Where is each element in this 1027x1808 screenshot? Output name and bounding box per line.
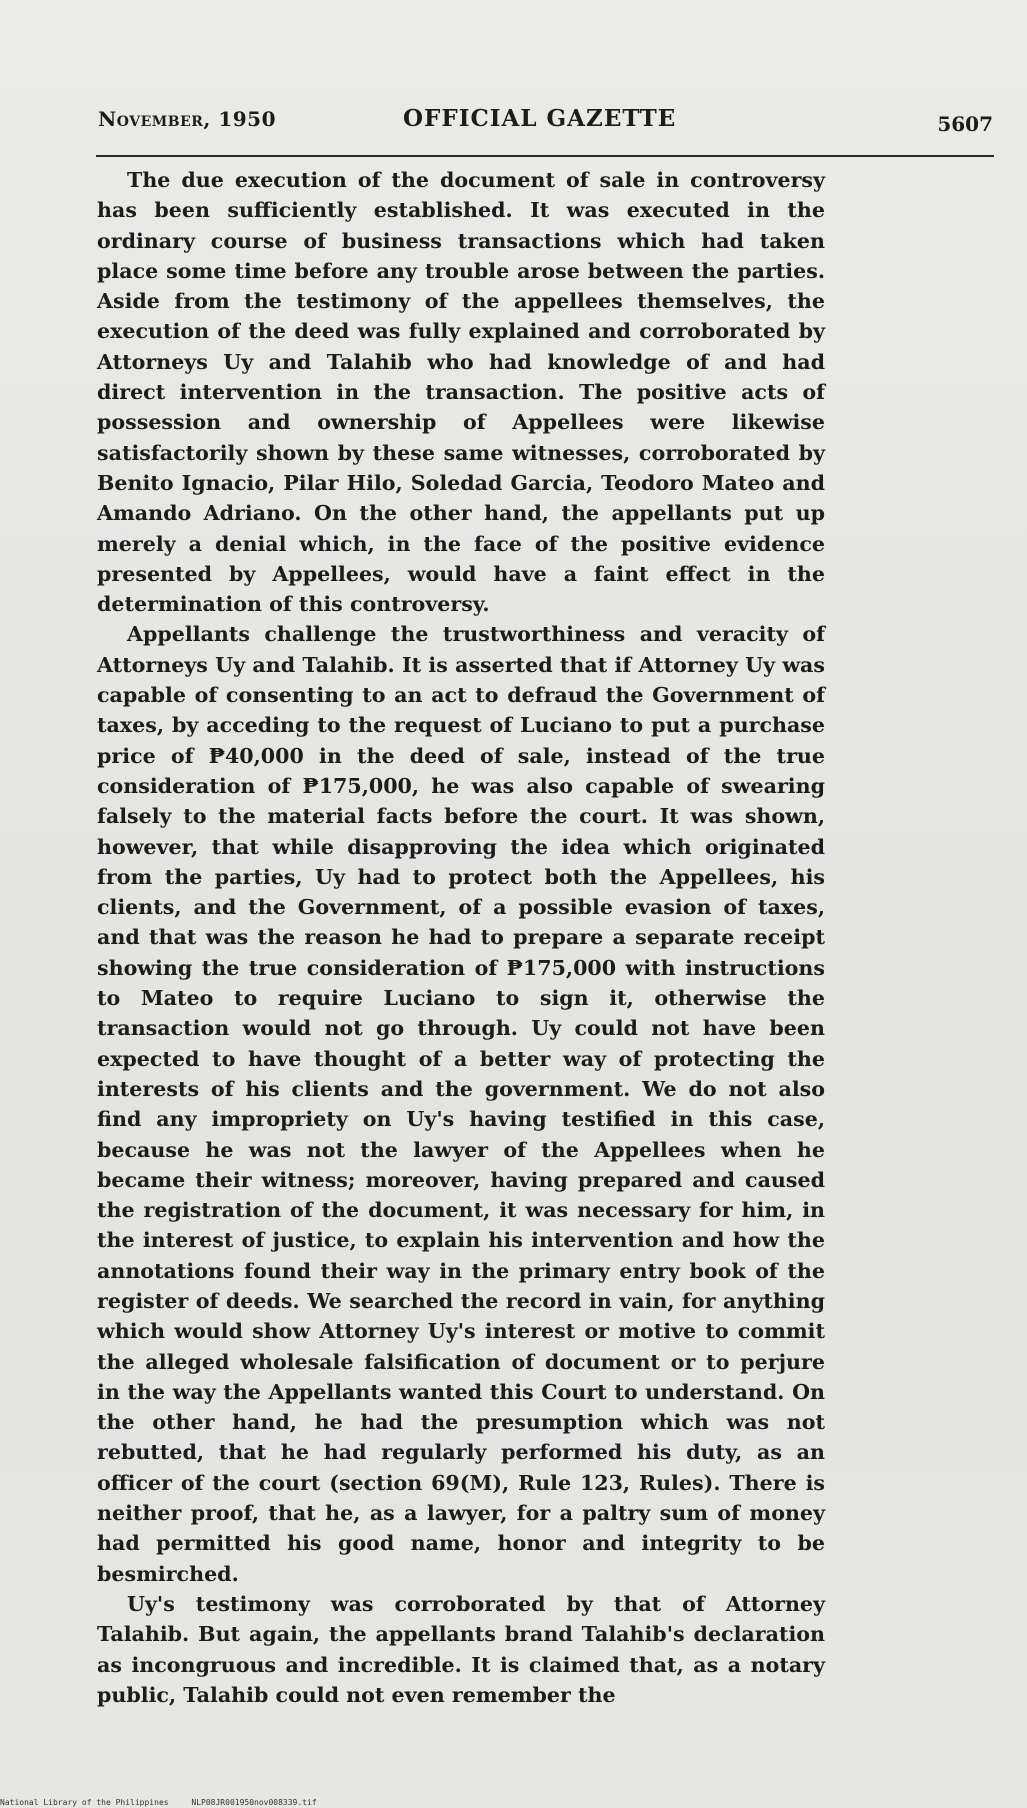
publication-title: OFFICIAL GAZETTE [403,105,677,132]
paragraph-corroboration: Uy's testimony was corroborated by that of Attorney Talahib. But again, the appellants brand Talahib's declaration as incongruous and incredible. It is claimed that, as a notary public, Talahib could not even remember the [97,1591,825,1707]
paragraph-trustworthiness: Appellants challenge the trustworthiness and veracity of Attorneys Uy and Talahib. It is asserted that if Attorney Uy was capable of consenting to an act to defraud the Government of taxes, by acceding to the request of Luciano to put a purchase price of ₱40,000 in the deed of sale, instead of the true consideration of ₱175,000, he was also capable of swearing falsely to the material facts before the court. It was shown, however, that while disapproving the idea which originated from the parties, Uy had to protect both the Appellees, his clients, and the Government, of a possible evasion of taxes, and that was the reason he had to prepare a separate receipt showing the true consideration of ₱175,000 with instructions to Mateo to require Luciano to sign it, otherwise the transaction would not go through. Uy could not have been expected to have thought of a better way of protecting the interests of his clients and the government. We do not also find any impropriety on Uy's having testified in this case, because he was not the lawyer of the Appellees when he became their witness; moreover, having prepared and caused the registration of the document, it was necessary for him, in the interest of justice, to explain his intervention and how the annotations found their way in the primary entry book of the register of deeds. We searched the record in vain, for anything which would show Attorney Uy's interest or motive to commit the alleged wholesale falsification of document or to perjure in the way the Appellants wanted this Court to understand. On the other hand, he had the presumption which was not rebutted, that he had regularly performed his duty, as an officer of the court (section 69(M), Rule 123, Rules). There is neither proof, that he, as a lawyer, for a paltry sum of money had permitted his good name, honor and integrity to be besmirched. [97,622,825,1586]
page-number: 5607 [937,112,993,136]
paragraph-due-execution: The due execution of the document of sale in controversy has been sufficiently established. It was executed in the ordinary course of business transactions which had taken place some time before any trouble arose between the parties. Aside from the testimony of the appellees themselves, the execution of the deed was fully explained and corroborated by Attorneys Uy and Talahib who had knowledge of and had direct intervention in the transaction. The positive acts of possession and ownership of Appellees were likewise satisfactorily shown by these same witnesses, corroborated by Benito Ignacio, Pilar Hilo, Soledad Garcia, Teodoro Mateo and Amando Adriano. On the other hand, the appellants put up merely a denial which, in the face of the positive evidence presented by Appellees, would have a faint effect in the determination of this controversy. [97,168,825,617]
footer-library: National Library of the Philippines [0,1798,169,1807]
footer-file-id: NLP08JR001950nov008339.tif [191,1798,317,1807]
scan-footer [0,1798,335,1807]
body-text [97,165,825,1710]
header-date: November, 1950 [98,107,276,131]
page-header [98,103,993,139]
header-rule [96,155,994,157]
